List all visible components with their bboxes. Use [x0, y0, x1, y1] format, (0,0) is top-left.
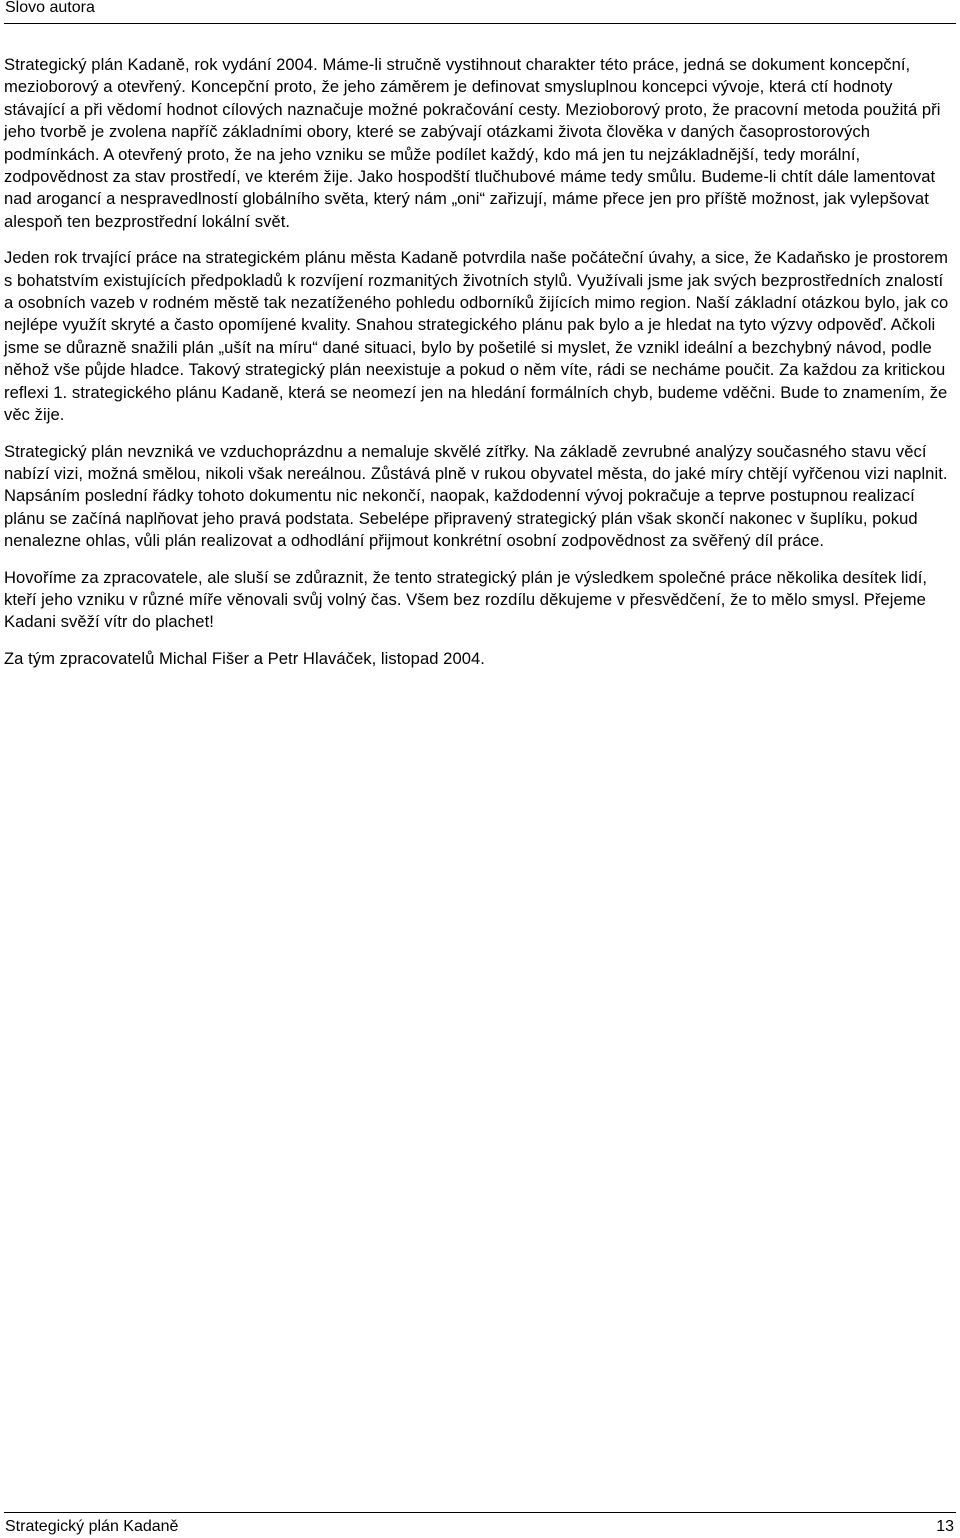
page-number: 13 — [936, 1518, 954, 1535]
section-title: Slovo autora — [5, 0, 95, 16]
page-footer — [4, 1512, 956, 1538]
intro-paragraph: Strategický plán Kadaně, rok vydání 2004. Máme-li stručně vystihnout charakter této práce, jedná se dokument koncepční, mezioborový a otevřený. Koncepční proto, že jeho záměrem je definovat smysluplnou koncepci vývoje, která ctí hodnoty stávající a při vědomí hodnot cílových naznačuje možné pokračování cesty. Mezioborový proto, že pracovní metoda použitá při jeho tvorbě je zvolena napříč základními obory, které se zabývají otázkami života člověka v daných časoprostorových podmínkách. A otevřený proto, že na jeho vzniku se může podílet každý, kdo má jen tu nejzákladnější, tedy morální, zodpovědnost za stav prostředí, ve kterém žije. Jako hospodští tlučhubové máme tedy smůlu. Budeme-li chtít dále lamentovat nad arogancí a nespravedlností globálního světa, který nám „oni“ zařizují, máme přece jen pro příště možnost, jak vylepšovat alespoň ten bezprostřední lokální svět. — [4, 55, 941, 231]
work-reflection-paragraph: Jeden rok trvající práce na strategickém plánu města Kadaně potvrdila naše počáteční úvahy, a sice, že Kadaňsko je prostorem s bohatstvím existujících předpokladů k rozvíjení rozmanitých životních stylů. Využívali jsme jak svých bezprostředních znalostí a osobních vazeb v rodném městě tak nezatíženého pohledu odborníků žijících mimo region. Naší základní otázkou bylo, jak co nejlépe využít skryté a často opomíjené kvality. Snahou strategického plánu pak bylo a je hledat na tyto výzvy odpověď. Ačkoli jsme se důrazně snažili plán „ušít na míru“ dané situaci, bylo by pošetilé si myslet, že vznikl ideální a bezchybný návod, podle něhož vše půjde hladce. Takový strategický plán neexistuje a pokud o něm víte, rádi se necháme poučit. Za každou za kritickou reflexi 1. strategického plánu Kadaně, která se neomezí jen na hledání formálních chyb, budeme vděčni. Bude to znamením, že věc žije. — [4, 248, 949, 425]
document-title: Strategický plán Kadaně — [5, 1518, 179, 1535]
signature-paragraph: Za tým zpracovatelů Michal Fišer a Petr Hlaváček, listopad 2004. — [4, 648, 485, 668]
vision-paragraph: Strategický plán nevzniká ve vzduchoprázdnu a nemaluje skvělé zítřky. Na základě zevrubné analýzy současného stavu věcí nabízí vizi, možná smělou, nikoli však nereálnou. Zůstává plně v rukou obyvatel města, do jaké míry chtějí vyřčenou vizi naplnit. Napsáním poslední řádky tohoto dokumentu nic nekončí, naopak, každodenní vývoj pokračuje a teprve postupnou realizací plánu se začíná naplňovat jeho pravá podstata. Sebelépe připravený strategický plán však skončí nakonec v šuplíku, pokud nenalezne ohlas, vůli plán realizovat a odhodlání přijmout konkrétní osobní zodpovědnost za svěřený díl práce. — [4, 441, 948, 551]
page-header — [4, 0, 956, 24]
acknowledgement-paragraph: Hovoříme za zpracovatele, ale sluší se zdůraznit, že tento strategický plán je výsledkem společné práce několika desítek lidí, kteří jeho vzniku v různé míře věnovali svůj volný čas. Všem bez rozdílu děkujeme v přesvědčení, že to mělo smysl. Přejeme Kadani svěží vítr do plachet! — [4, 567, 928, 632]
document-body — [4, 54, 950, 684]
